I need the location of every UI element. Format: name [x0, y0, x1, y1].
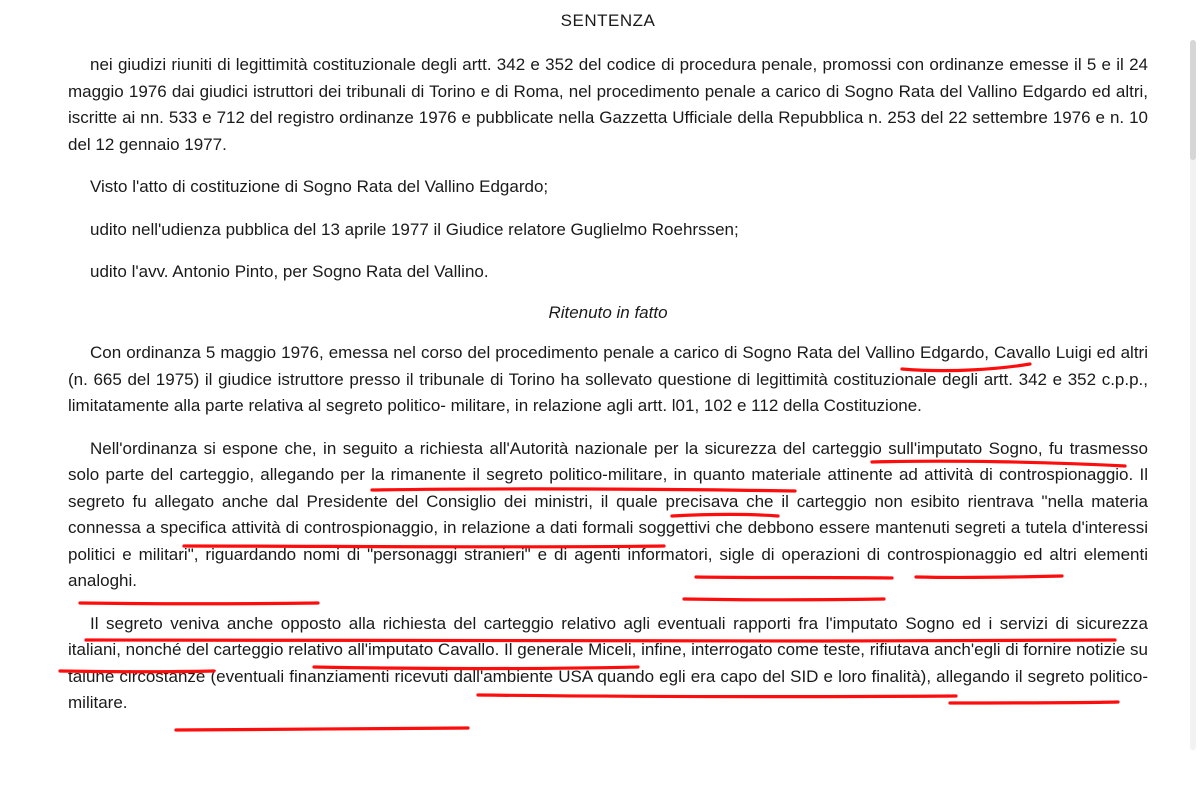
document-title: SENTENZA — [560, 11, 656, 30]
document-page — [68, 10, 1148, 717]
visto-paragraph: Visto l'atto di costituzione di Sogno Rata del Vallino Edgardo; — [90, 177, 549, 196]
vertical-scrollbar[interactable] — [1190, 40, 1196, 750]
udito-avvocato-paragraph: udito l'avv. Antonio Pinto, per Sogno Rata del Vallino. — [90, 262, 489, 281]
udito-relatore-paragraph: udito nell'udienza pubblica del 13 aprile 1977 il Giudice relatore Guglielmo Roehrssen; — [90, 219, 739, 239]
fact-paragraph-3: Il segreto veniva anche opposto alla richiesta del carteggio relativo agli eventuali rapporti fra l'imputato Sogno ed i servizi di sicurezza italiani, nonché del carteggio relativo all'imputato Cavallo. Il generale Miceli, infine, interrogato come teste, rifiutava anch'egli di fornire notizie su talune circostanze (eventuali finanziamenti ricevuti dall'ambiente USA quando egli era capo del SID e loro finalità), allegando il segreto politico-militare. — [68, 613, 1148, 712]
intro-paragraph: nei giudizi riuniti di legittimità costituzionale degli artt. 342 e 352 del codice di procedura penale, promossi con ordinanze emesse il 5 e il 24 maggio 1976 dai giudici istruttori dei tribunali di Torino e di Roma, nel procedimento penale a carico di Sogno Rata del Vallino Edgardo ed altri, iscritte ai nn. 533 e 712 del registro ordinanze 1976 e pubblicate nella Gazzetta Ufficiale della Repubblica n. 253 del 22 settembre 1976 e n. 10 del 12 gennaio 1977. — [68, 55, 1148, 154]
underline-mark — [176, 728, 468, 730]
fact-paragraph-1: Con ordinanza 5 maggio 1976, emessa nel corso del procedimento penale a carico di Sogno Rata del Vallino Edgardo, Cavallo Luigi ed altri (n. 665 del 1975) il giudice istruttore presso il tribunale di Torino ha sollevato questione di legittimità costituzionale degli artt. 342 e 352 c.p.p., limitatamente alla parte relativa al segreto politico- militare, in relazione agli artt. l01, 102 e 112 della Costituzione. — [68, 343, 1148, 415]
section-heading: Ritenuto in fatto — [548, 302, 668, 322]
fact-paragraph-2: Nell'ordinanza si espone che, in seguito a richiesta all'Autorità nazionale per la sicurezza del carteggio sull'imputato Sogno, fu trasmesso solo parte del carteggio, allegando per la rimanente il segreto politico-militare, in quanto materiale attinente ad attività di controspionaggio. Il segreto fu allegato anche dal Presidente del Consiglio dei ministri, il quale precisava che il carteggio non esibito rientrava "nella materia connessa a specifica attività di controspionaggio, in relazione a dati formali soggettivi che debbono essere mantenuti segreti a tutela d'interessi politici e militari", riguardando nomi di "personaggi stranieri" e di agenti informatori, sigle di operazioni di controspionaggio ed altri elementi analoghi. — [68, 438, 1148, 590]
scrollbar-thumb[interactable] — [1190, 40, 1196, 160]
